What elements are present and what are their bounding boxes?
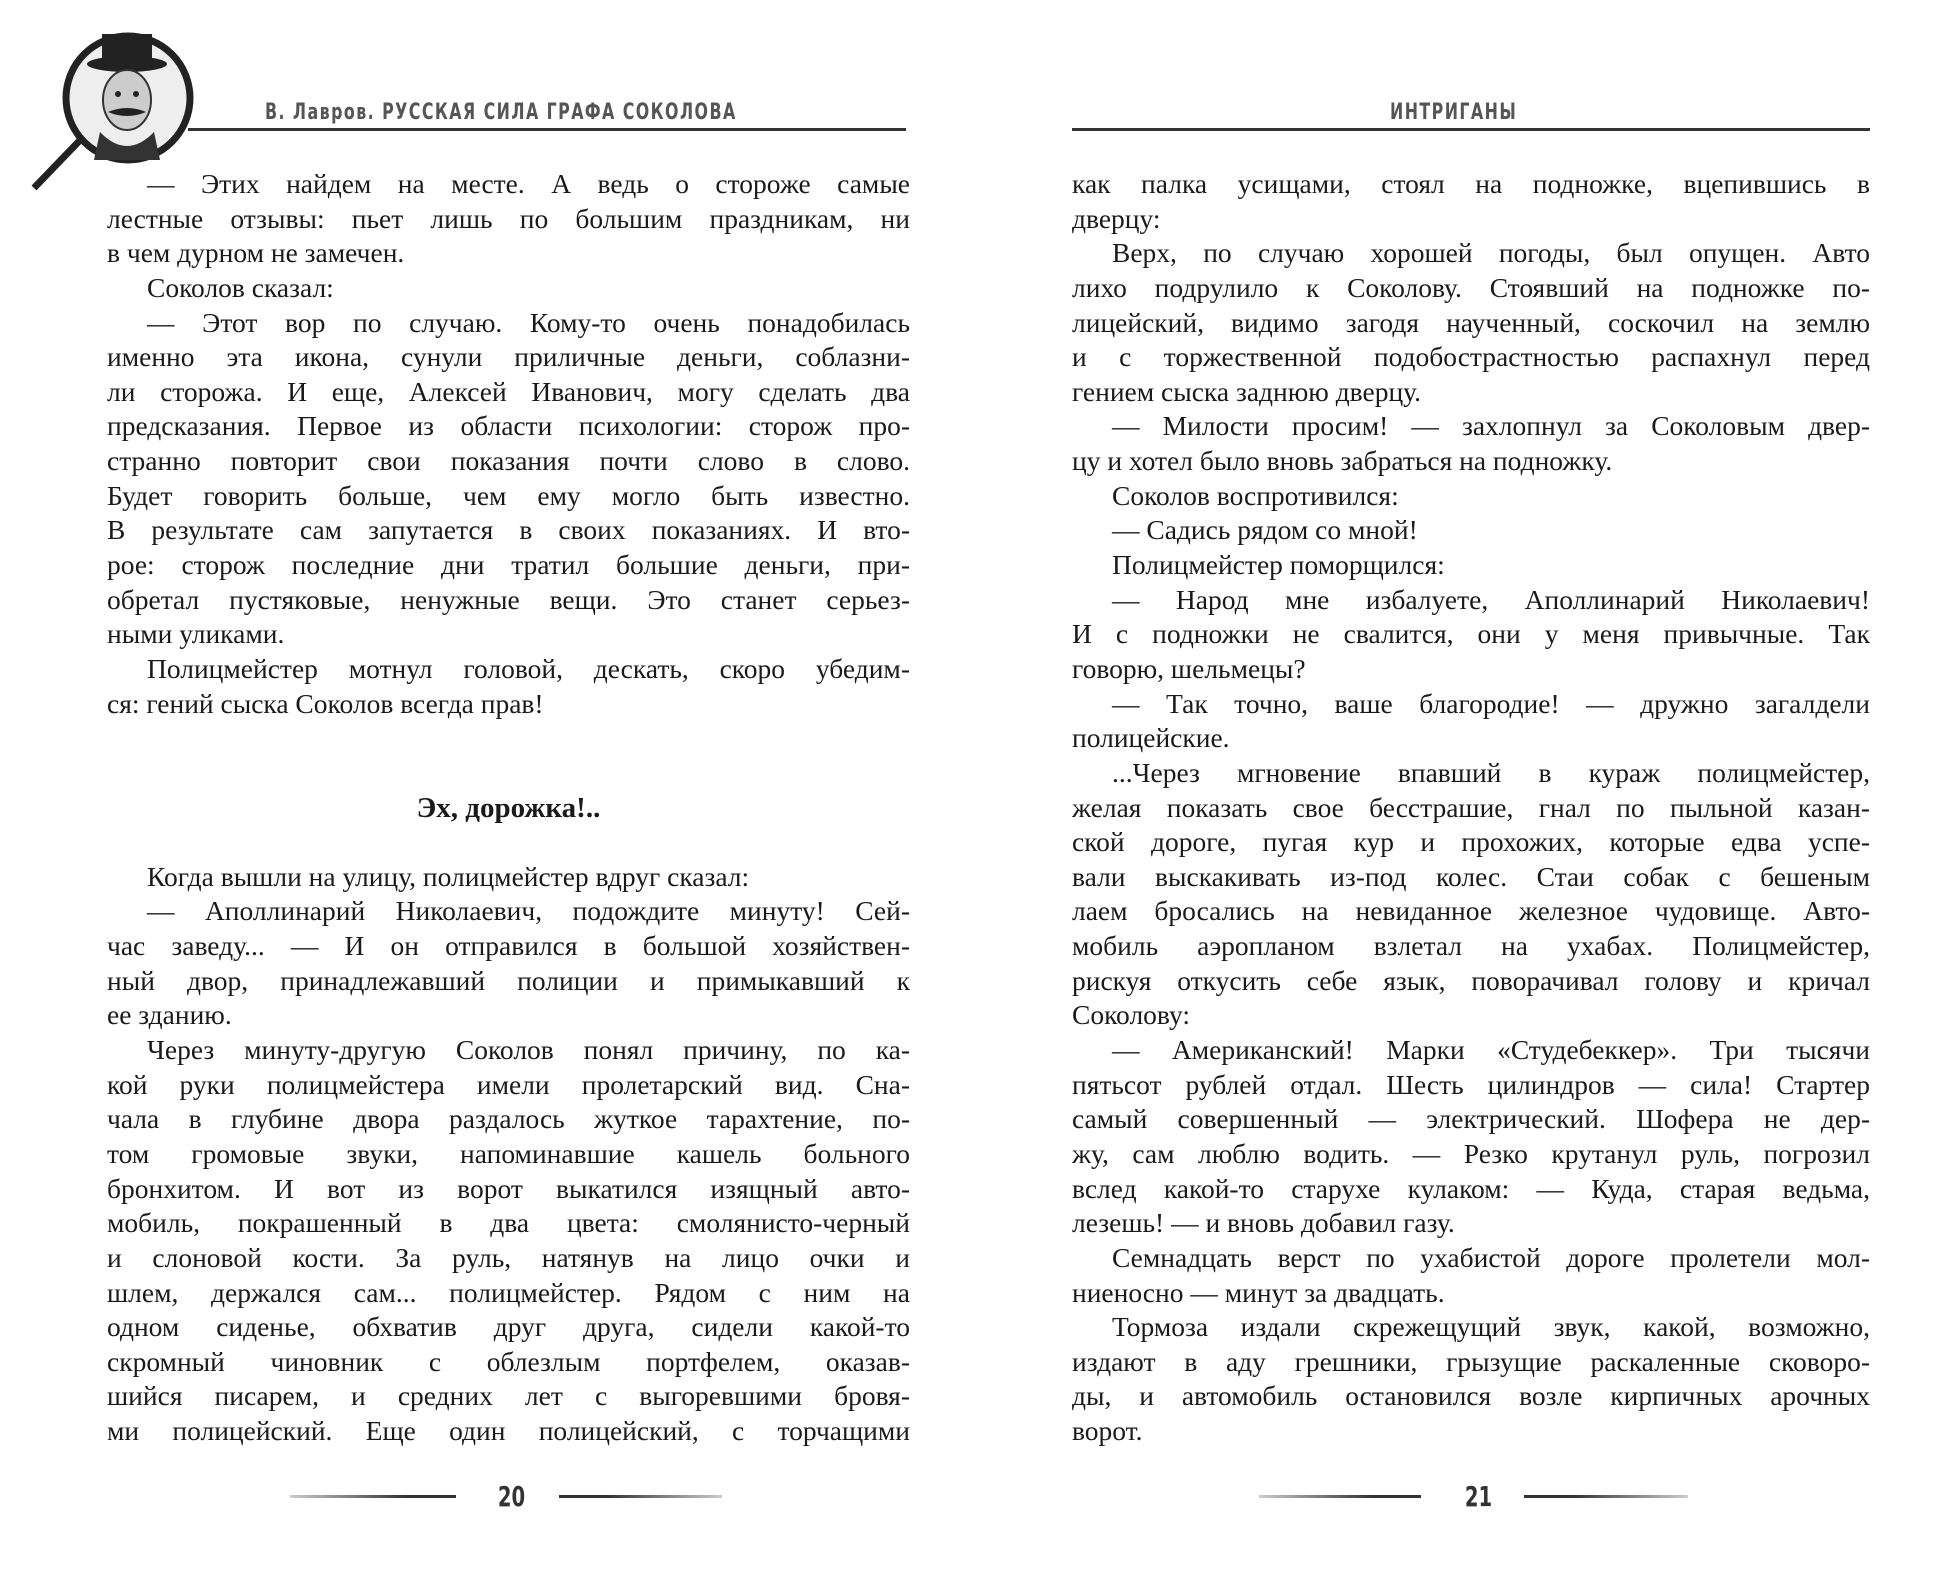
text-line: ся: гений сыска Соколов всегда прав! xyxy=(107,687,544,719)
text-line: и слоновой кости. За руль, натянув на лицо очки и xyxy=(107,1241,910,1273)
text-line: одном сиденье, обхватив друг друга, сидели какой-то xyxy=(107,1311,910,1343)
right-folio-dash xyxy=(1259,1495,1421,1498)
text-line: бронхитом. И вот из ворот выкатился изящный авто- xyxy=(107,1172,910,1204)
paragraph xyxy=(1072,548,1870,583)
paragraph xyxy=(1072,513,1870,548)
text-line: обретал пустяковые, ненужные вещи. Это станет серьез- xyxy=(107,583,910,615)
text-line: Соколов воспротивился: xyxy=(1112,479,1399,511)
text-line: В результате сам запутается в своих показаниях. И вто- xyxy=(107,514,910,546)
paragraph xyxy=(1072,1310,1870,1449)
right-folio-dash xyxy=(1524,1495,1688,1498)
text-line: — Садись рядом со мной! xyxy=(1112,514,1418,546)
text-line: Семнадцать верст по ухабистой дороге пролетели мол- xyxy=(1112,1241,1870,1273)
paragraph xyxy=(1072,687,1870,756)
text-line: шлем, держался сам... полицмейстер. Рядом с ним на xyxy=(107,1276,910,1308)
right-page-number: 21 xyxy=(1464,1480,1493,1513)
text-line: шийся писарем, и средних лет с выгоревшими бровя- xyxy=(107,1380,910,1412)
paragraph xyxy=(1072,236,1870,409)
left-folio-dash xyxy=(290,1495,456,1498)
text-line: Верх, по случаю хорошей погоды, был опущен. Авто xyxy=(1112,237,1870,269)
paragraph xyxy=(107,271,910,306)
left-page-number: 20 xyxy=(497,1480,526,1513)
text-line: лицейский, видимо загодя наученный, соскочил на землю xyxy=(1072,306,1870,338)
left-page-text xyxy=(107,167,910,1449)
text-line: в чем дурном не замечен. xyxy=(107,237,405,269)
text-line: ными уликами. xyxy=(107,618,285,650)
paragraph xyxy=(1072,583,1870,687)
text-line: как палка усищами, стоял на подножке, вцепившись в xyxy=(1072,168,1870,199)
text-line: Соколову: xyxy=(1072,999,1190,1031)
paragraph xyxy=(107,652,910,721)
text-line: полицейские. xyxy=(1072,722,1230,754)
text-line: лихо подрулило к Соколову. Стоявший на подножке по- xyxy=(1072,271,1870,303)
text-line: издают в аду грешники, грызущие раскаленные сковоро- xyxy=(1072,1345,1870,1377)
text-line: гением сыска заднюю дверцу. xyxy=(1072,375,1422,407)
left-folio-dash xyxy=(559,1495,722,1498)
text-line: чала в глубине двора раздалось жуткое тарахтение, по- xyxy=(107,1103,910,1135)
text-line: И с подножки не свалится, они у меня привычные. Так xyxy=(1072,618,1870,650)
text-line: — Этих найдем на месте. А ведь о стороже самые xyxy=(147,168,910,199)
text-line: — Аполлинарий Николаевич, подождите минуту! Сей- xyxy=(147,895,910,927)
text-line: говорю, шельмецы? xyxy=(1072,652,1306,684)
text-line: ниеносно — минут за двадцать. xyxy=(1072,1276,1445,1308)
paragraph xyxy=(107,167,910,271)
text-line: странно повторит свои показания почти слово в слово. xyxy=(107,445,910,477)
text-line: Полицмейстер мотнул головой, дескать, скоро убедим- xyxy=(147,652,910,684)
paragraph xyxy=(107,306,910,652)
text-line: мобиль, покрашенный в два цвета: смолянисто-черный xyxy=(107,1207,910,1239)
text-line: — Так точно, ваше благородие! — дружно загалдели xyxy=(1112,687,1870,719)
text-line: ды, и автомобиль остановился возле кирпичных арочных xyxy=(1072,1380,1870,1412)
text-line: предсказания. Первое из области психологии: сторож про- xyxy=(107,410,910,442)
text-line: и с торжественной подобострастностью распахнул перед xyxy=(1072,341,1870,373)
text-line: Через минуту-другую Соколов понял причину, по ка- xyxy=(147,1034,910,1066)
left-header-rule xyxy=(188,128,906,131)
paragraph xyxy=(107,860,910,895)
text-line: рискуя откусить себе язык, поворачивал голову и кричал xyxy=(1072,964,1870,996)
text-line: цу и хотел было вновь забраться на подножку. xyxy=(1072,445,1613,477)
text-line: — Этот вор по случаю. Кому-то очень понадобилась xyxy=(147,306,910,338)
left-running-head: В. Лавров. РУССКАЯ СИЛА ГРАФА СОКОЛОВА xyxy=(265,100,737,125)
text-line: скромный чиновник с облезлым портфелем, оказав- xyxy=(107,1345,910,1377)
text-line: ный двор, принадлежавший полиции и примыкавший к xyxy=(107,964,910,996)
paragraph xyxy=(107,894,910,1033)
text-line: жу, сам люблю водить. — Резко крутанул руль, погрозил xyxy=(1072,1137,1870,1169)
text-line: именно эта икона, сунули приличные деньги, соблазни- xyxy=(107,341,910,373)
text-line: Когда вышли на улицу, полицмейстер вдруг сказал: xyxy=(147,860,750,892)
text-line: лаем бросались на невиданное железное чудовище. Авто- xyxy=(1072,895,1870,927)
text-line: — Милости просим! — захлопнул за Соколовым двер- xyxy=(1112,410,1870,442)
text-line: ворот. xyxy=(1072,1415,1143,1447)
text-line: лестные отзывы: пьет лишь по большим праздникам, ни xyxy=(107,202,910,234)
text-line: том громовые звуки, напоминавшие кашель больного xyxy=(107,1137,910,1169)
text-line: Тормоза издали скрежещущий звук, какой, возможно, xyxy=(1112,1311,1870,1343)
text-line: лезешь! — и вновь добавил газу. xyxy=(1072,1207,1455,1239)
section-heading: Эх, дорожка!.. xyxy=(416,791,601,824)
paragraph xyxy=(1072,167,1870,236)
text-line: кой руки полицмейстера имели пролетарский вид. Сна- xyxy=(107,1068,910,1100)
text-line: вали выскакивать из-под колес. Стаи собак с бешеным xyxy=(1072,860,1870,892)
text-line: ской дороге, пугая кур и прохожих, которые едва успе- xyxy=(1072,826,1870,858)
paragraph xyxy=(107,1033,910,1449)
paragraph xyxy=(1072,1033,1870,1241)
paragraph xyxy=(1072,756,1870,1033)
right-page-text xyxy=(1072,167,1870,1449)
text-line: желая показать свое бесстрашие, гнал по пыльной казан- xyxy=(1072,791,1870,823)
right-header-rule xyxy=(1072,128,1870,131)
text-line: Соколов сказал: xyxy=(147,271,334,303)
text-line: дверцу: xyxy=(1072,202,1161,234)
text-line: самый совершенный — электрический. Шофера не дер- xyxy=(1072,1103,1870,1135)
text-line: ми полицейский. Еще один полицейский, с торчащими xyxy=(107,1415,910,1447)
text-line: Полицмейстер поморщился: xyxy=(1112,549,1445,581)
text-line: Будет говорить больше, чем ему могло быть известно. xyxy=(107,479,910,511)
text-line: рое: сторож последние дни тратил большие деньги, при- xyxy=(107,549,910,581)
text-line: мобиль аэропланом взлетал на ухабах. Полицмейстер, xyxy=(1072,930,1870,962)
paragraph xyxy=(1072,1241,1870,1310)
text-line: — Народ мне избалуете, Аполлинарий Николаевич! xyxy=(1112,583,1870,615)
text-line: ли сторожа. И еще, Алексей Иванович, могу сделать два xyxy=(107,375,910,407)
text-line: пятьсот рублей отдал. Шесть цилиндров — сила! Стартер xyxy=(1072,1068,1870,1100)
text-line: вслед какой-то старухе кулаком: — Куда, старая ведьма, xyxy=(1072,1172,1870,1204)
text-line: час заведу... — И он отправился в большой хозяйствен- xyxy=(107,930,910,962)
text-line: — Американский! Марки «Студебеккер». Три тысячи xyxy=(1112,1034,1870,1066)
paragraph xyxy=(1072,479,1870,514)
text-line: ее зданию. xyxy=(107,999,232,1031)
text-line: ...Через мгновение впавший в кураж полицмейстер, xyxy=(1112,756,1870,788)
right-running-head: ИНТРИГАНЫ xyxy=(1390,100,1518,125)
paragraph xyxy=(1072,409,1870,478)
